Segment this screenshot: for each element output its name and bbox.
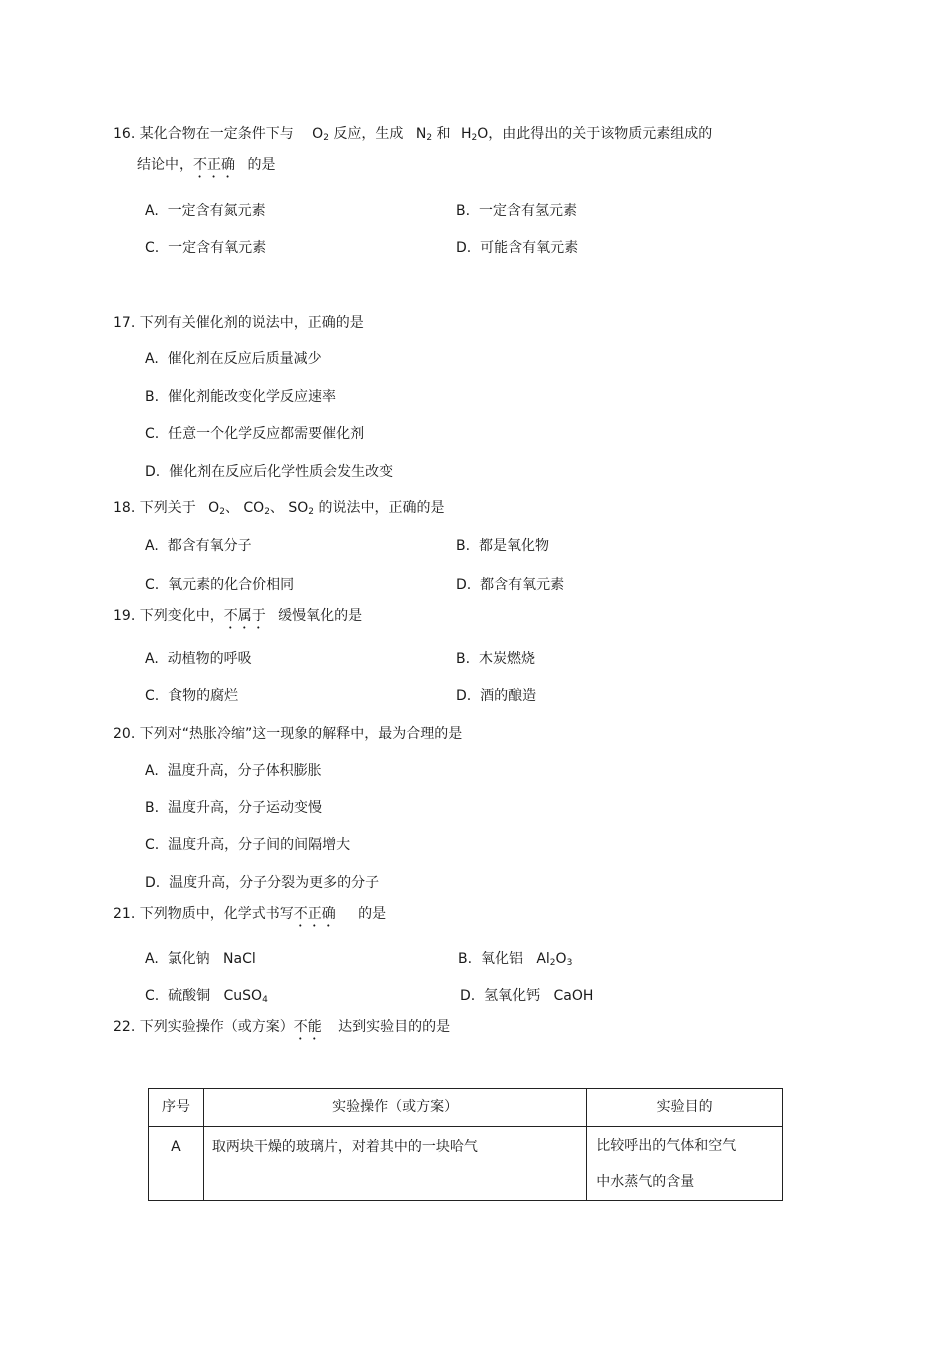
q17-option-a: A. 催化剂在反应后质量减少 <box>145 351 322 367</box>
q18-option-c: C. 氧元素的化合价相同 <box>145 577 295 593</box>
q22-number: 22. <box>113 1019 136 1035</box>
q16-option-a: A. 一定含有氮元素 <box>145 203 266 219</box>
q18-formula-o2: $O_2$ <box>208 500 225 517</box>
header-cell-operation: 实验操作（或方案） <box>203 1089 586 1127</box>
q20-option-c: C. 温度升高，分子间的间隔增大 <box>145 837 351 853</box>
q16-line1 <box>113 124 712 148</box>
q19-option-b: B. 木炭燃烧 <box>456 651 535 667</box>
q16-stem-part4: 结论中， <box>137 157 193 173</box>
row-purpose-line2: 中水蒸气的含量 <box>596 1174 695 1190</box>
q20-option-d: D. 温度升高，分子分裂为更多的分子 <box>145 875 380 891</box>
q17-option-b: B. 催化剂能改变化学反应速率 <box>145 389 336 405</box>
q16-stem-part5: 的是 <box>247 157 276 173</box>
q21-option-c: C. 硫酸铜 CuSO$_4$ <box>145 988 268 1005</box>
q16-line2 <box>137 155 275 181</box>
row-id: A <box>149 1127 204 1201</box>
q20-option-a: A. 温度升高，分子体积膨胀 <box>145 763 322 779</box>
q19-stem: 19. 下列变化中，不属于 缓慢氧化的是 <box>113 608 363 624</box>
q18-option-b: B. 都是氧化物 <box>456 538 549 554</box>
q20-number: 20. <box>113 726 136 742</box>
q21-emphasis: 不正确 <box>293 906 336 922</box>
q17-option-c: C. 任意一个化学反应都需要催化剂 <box>145 426 365 442</box>
header-cell-index: 序号 <box>149 1089 204 1127</box>
q18-formula-so2: $SO_2$ <box>288 500 315 517</box>
q19-option-a: A. 动植物的呼吸 <box>145 651 252 667</box>
q16-option-c: C. 一定含有氧元素 <box>145 240 267 256</box>
q19-number: 19. <box>113 608 136 624</box>
q19-option-d: D. 酒的酿造 <box>456 688 537 704</box>
q16-formula-n2: $N_2$ <box>415 126 433 143</box>
table-row <box>149 1127 783 1201</box>
q20-stem: 20. 下列对“热胀冷缩”这一现象的解释中，最为合理的是 <box>113 726 463 742</box>
q21-stem: 21. 下列物质中，化学式书写不正确 的是 <box>113 906 387 922</box>
q18-option-d: D. 都含有氧元素 <box>456 577 565 593</box>
q18-option-a: A. 都含有氧分子 <box>145 538 252 554</box>
q18-number: 18. <box>113 500 136 516</box>
q21-option-b: B. 氧化铝 $Al_2O_3$ <box>458 951 573 968</box>
q19-option-c: C. 食物的腐烂 <box>145 688 239 704</box>
table-header-row <box>149 1089 783 1127</box>
q17-stem: 17. 下列有关催化剂的说法中，正确的是 <box>113 315 364 331</box>
q16-stem-part3: 和 <box>436 126 451 142</box>
q16-formula-h2o: $H_2O$，由此得出的关于该物质元素组成的 <box>460 126 713 143</box>
q18-stem: 18. 下列关于 $O_2$、 $CO_2$、 $SO_2$ 的说法中，正确的是 <box>113 500 445 517</box>
row-purpose-line1: 比较呼出的气体和空气 <box>596 1138 737 1154</box>
q21-number: 21. <box>113 906 136 922</box>
header-cell-purpose: 实验目的 <box>587 1089 783 1127</box>
q17-option-d: D. 催化剂在反应后化学性质会发生改变 <box>145 464 394 480</box>
q16-formula-o2: $O_2$ <box>312 126 329 143</box>
q20-option-b: B. 温度升高，分子运动变慢 <box>145 800 322 816</box>
q21-option-d: D. 氢氧化钙 CaOH <box>460 988 594 1004</box>
q16-stem-part2: 反应，生成 <box>333 126 404 142</box>
q16-number: 16. <box>113 126 136 142</box>
q19-emphasis: 不属于 <box>223 608 266 624</box>
q17-number: 17. <box>113 315 136 331</box>
q16-option-b: B. 一定含有氢元素 <box>456 203 577 219</box>
experiment-table <box>148 1088 783 1201</box>
row-purpose <box>587 1127 783 1201</box>
q18-formula-co2: $CO_2$ <box>243 500 270 517</box>
q16-stem-part1: 某化合物在一定条件下与 <box>139 126 294 142</box>
q22-emphasis: 不能 <box>293 1019 322 1035</box>
q21-option-a: A. 氯化钠 NaCl <box>145 951 256 967</box>
q22-stem: 22. 下列实验操作（或方案）不能 达到实验目的的是 <box>113 1019 451 1035</box>
q16-option-d: D. 可能含有氧元素 <box>456 240 579 256</box>
row-operation: 取两块干燥的玻璃片，对着其中的一块哈气 <box>203 1127 586 1201</box>
q16-emphasis: 不正确 <box>193 157 235 173</box>
